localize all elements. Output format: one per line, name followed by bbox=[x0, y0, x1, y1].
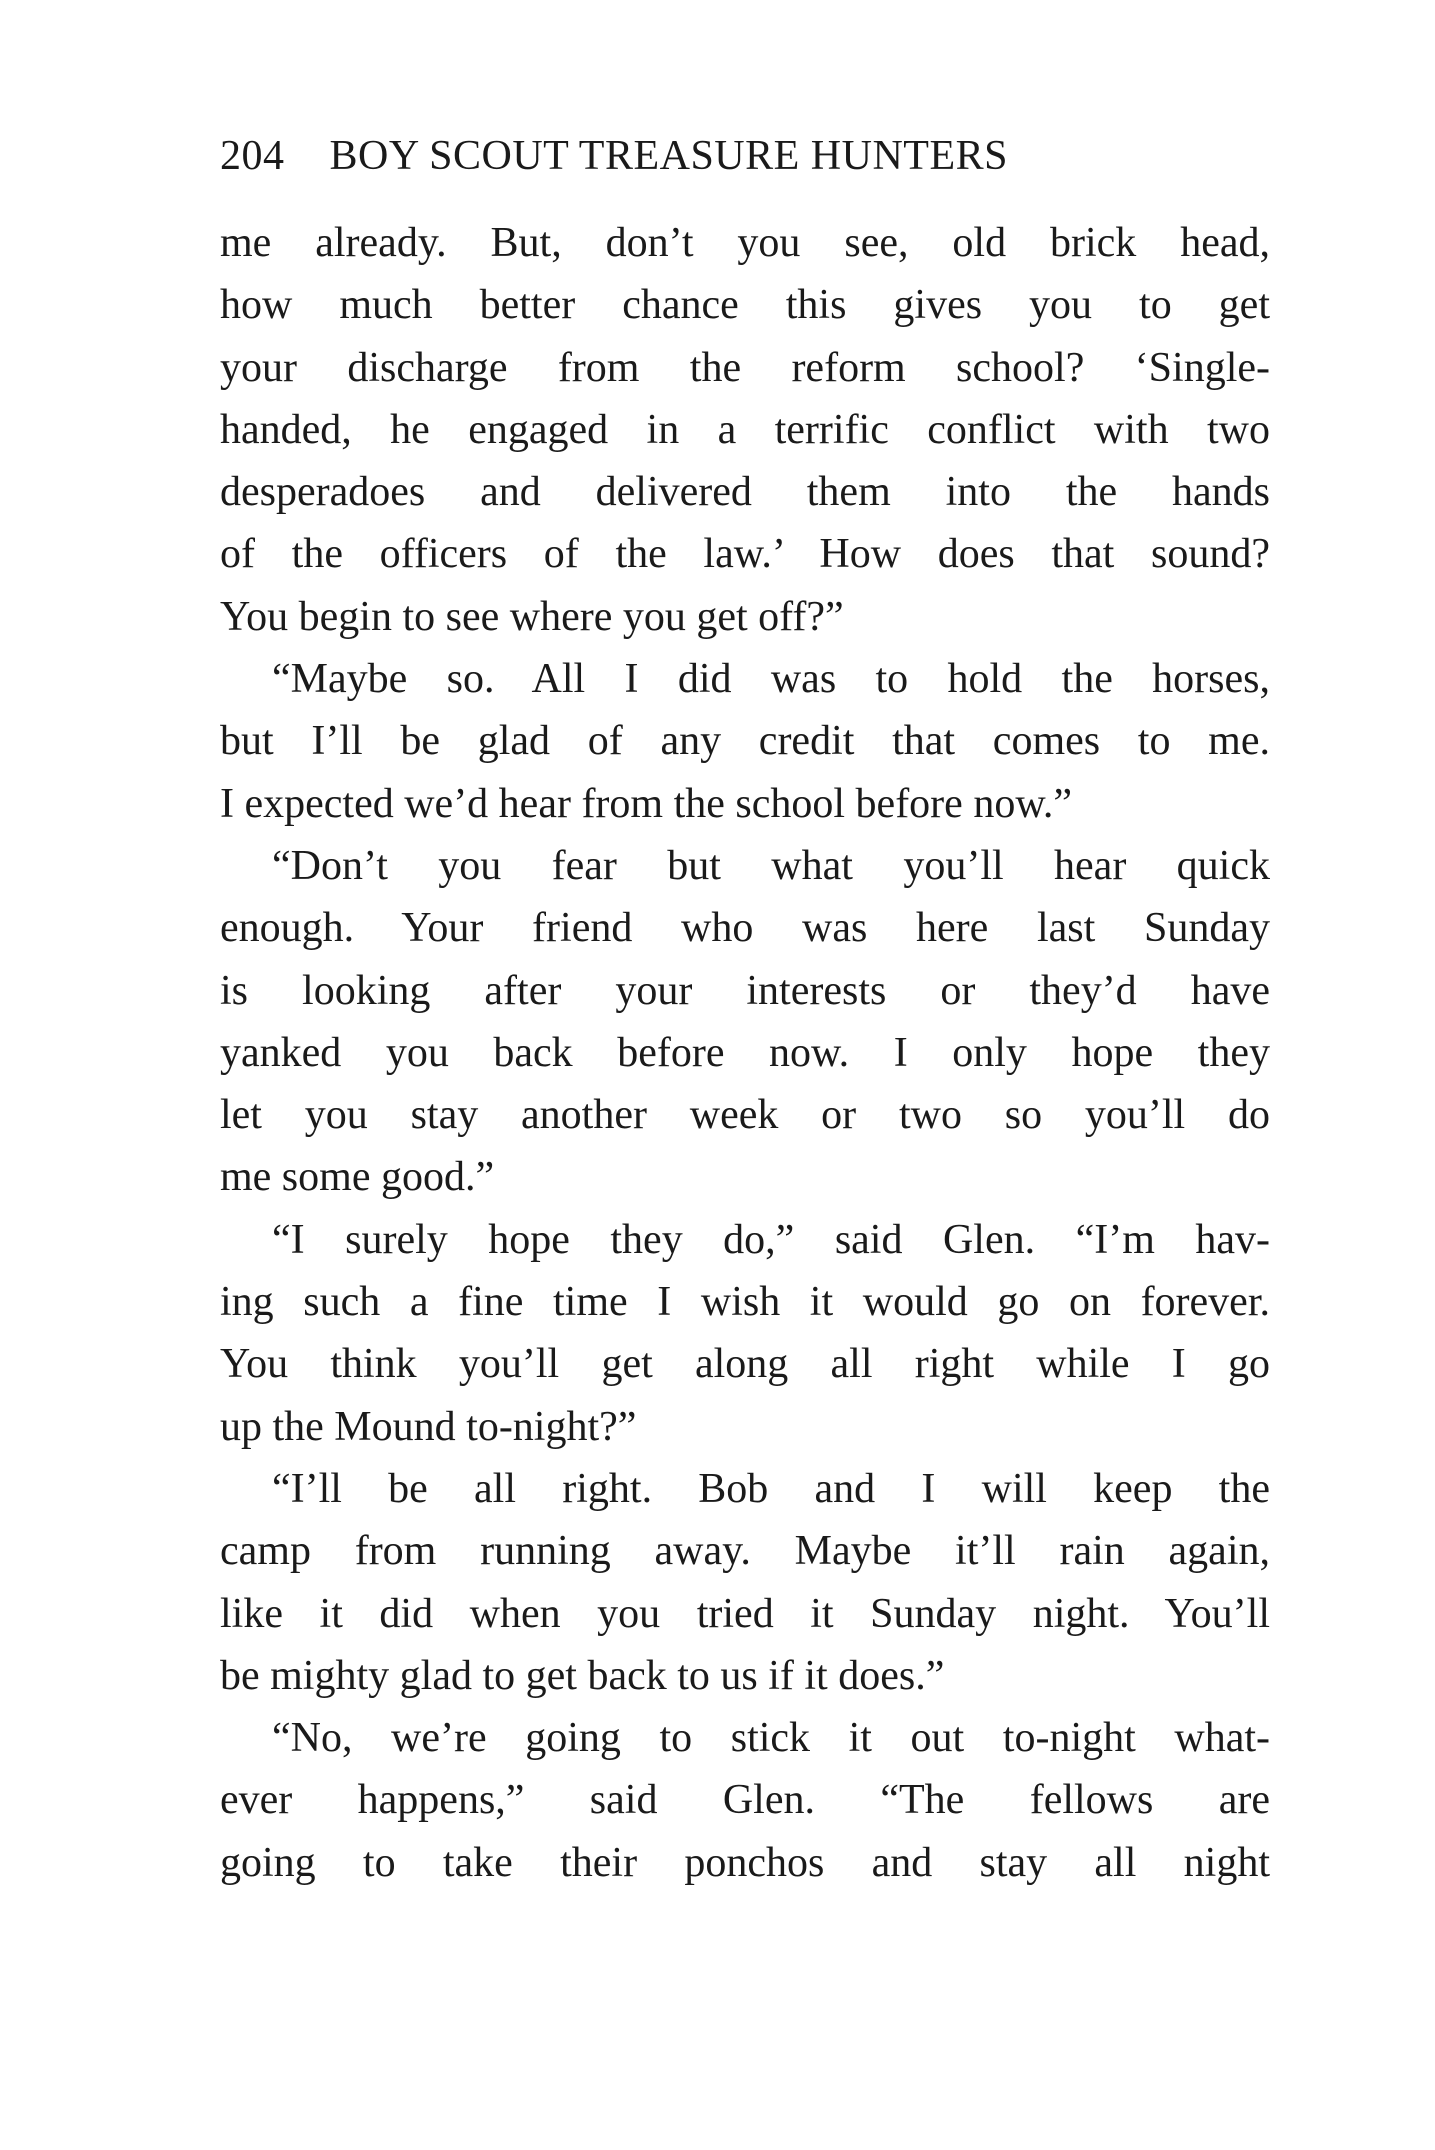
text-line: I expected we’d hear from the school before now.” bbox=[220, 780, 1073, 827]
running-title: BOY SCOUT TREASURE HUNTERS bbox=[329, 133, 1008, 179]
page-number: 204 bbox=[220, 133, 285, 179]
text-line: You begin to see where you get off?” bbox=[220, 593, 844, 640]
paragraph-start-line: “I’ll be all right. Bob and I will keep the bbox=[272, 1465, 1270, 1512]
text-line: your discharge from the reform school? ‘Single- bbox=[220, 344, 1270, 391]
paragraph-start-line: “No, we’re going to stick it out to-night what- bbox=[272, 1715, 1270, 1762]
text-line: You think you’ll get along all right while I go bbox=[220, 1341, 1270, 1388]
paragraph-start-line: “Don’t you fear but what you’ll hear quick bbox=[272, 842, 1270, 889]
text-line: camp from running away. Maybe it’ll rain again, bbox=[220, 1528, 1270, 1575]
text-line: is looking after your interests or they’d have bbox=[220, 967, 1270, 1014]
text-line: me some good.” bbox=[220, 1154, 495, 1201]
text-line: like it did when you tried it Sunday night. You’ll bbox=[220, 1590, 1270, 1637]
text-line: handed, he engaged in a terrific conflict with two bbox=[220, 406, 1270, 453]
text-line: let you stay another week or two so you’ll do bbox=[220, 1092, 1270, 1139]
paragraph-start-line: “Maybe so. All I did was to hold the horses, bbox=[272, 656, 1270, 703]
running-head bbox=[220, 128, 1270, 184]
text-line: be mighty glad to get back to us if it does.” bbox=[220, 1652, 945, 1699]
text-line: yanked you back before now. I only hope they bbox=[220, 1029, 1270, 1076]
text-line: of the officers of the law.’ How does that sound? bbox=[220, 531, 1270, 578]
text-line: desperadoes and delivered them into the hands bbox=[220, 469, 1270, 516]
text-line: but I’ll be glad of any credit that comes to me. bbox=[220, 718, 1270, 765]
text-line: going to take their ponchos and stay all night bbox=[220, 1839, 1270, 1886]
paragraph-start-line: “I surely hope they do,” said Glen. “I’m hav- bbox=[272, 1216, 1270, 1263]
text-line: me already. But, don’t you see, old brick head, bbox=[220, 220, 1270, 266]
text-line: how much better chance this gives you to get bbox=[220, 282, 1270, 329]
text-line: ever happens,” said Glen. “The fellows are bbox=[220, 1777, 1270, 1824]
text-line: enough. Your friend who was here last Sunday bbox=[220, 905, 1270, 952]
body-text bbox=[220, 212, 1270, 1894]
text-line: up the Mound to-night?” bbox=[220, 1403, 637, 1450]
text-line: ing such a fine time I wish it would go on forever. bbox=[220, 1279, 1270, 1326]
